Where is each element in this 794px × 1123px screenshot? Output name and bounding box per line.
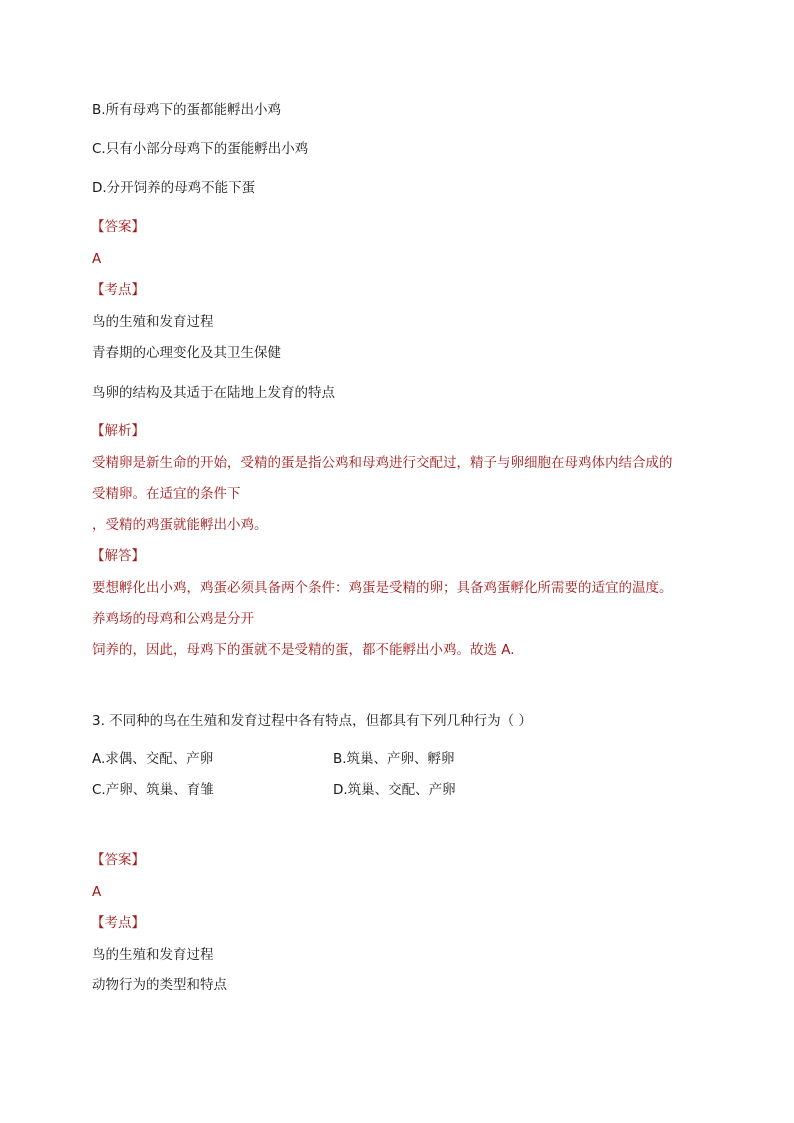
jieda-line: 养鸡场的母鸡和公鸡是分开: [92, 611, 254, 627]
question-3-answer-text: A: [92, 884, 102, 900]
kaodian-heading: 【考点】: [91, 282, 145, 298]
question-3-option-a: A.求偶、交配、产卵: [92, 751, 214, 767]
kaodian-item: 青春期的心理变化及其卫生保健: [92, 345, 281, 361]
question-3-option-d: D.筑巢、交配、产卵: [333, 782, 456, 798]
question-3-answer-heading: 【答案】: [91, 852, 145, 868]
question-3-stem: 3. 不同种的鸟在生殖和发育过程中各有特点，但都具有下列几种行为（ ）: [92, 713, 532, 729]
jiexi-line: 受精卵。在适宜的条件下: [92, 486, 241, 502]
jiexi-heading: 【解析】: [91, 423, 145, 439]
question-3-kaodian-item: 动物行为的类型和特点: [92, 977, 227, 993]
option-c: C.只有小部分母鸡下的蛋能孵出小鸡: [92, 141, 309, 157]
question-3-option-c: C.产卵、筑巢、育雏: [92, 782, 214, 798]
answer-text: A: [92, 251, 102, 267]
kaodian-item: 鸟卵的结构及其适于在陆地上发育的特点: [92, 385, 335, 401]
question-3-kaodian-item: 鸟的生殖和发育过程: [92, 947, 214, 963]
question-3-option-b: B.筑巢、产卵、孵卵: [333, 751, 455, 767]
jiexi-line: ，受精的鸡蛋就能孵出小鸡。: [92, 517, 268, 533]
jiexi-line: 受精卵是新生命的开始，受精的蛋是指公鸡和母鸡进行交配过，精子与卵细胞在母鸡体内结合成的: [92, 455, 673, 471]
answer-heading: 【答案】: [91, 219, 145, 235]
jieda-line: 要想孵化出小鸡，鸡蛋必须具备两个条件：鸡蛋是受精的卵；具备鸡蛋孵化所需要的适宜的温度。: [92, 580, 673, 596]
question-3-kaodian-heading: 【考点】: [91, 915, 145, 931]
option-d: D.分开饲养的母鸡不能下蛋: [92, 180, 256, 196]
jieda-line: 饲养的，因此，母鸡下的蛋就不是受精的蛋，都不能孵出小鸡。故选 A.: [92, 642, 515, 658]
kaodian-item: 鸟的生殖和发育过程: [92, 314, 214, 330]
jieda-heading: 【解答】: [91, 548, 145, 564]
option-b: B.所有母鸡下的蛋都能孵出小鸡: [92, 102, 282, 118]
